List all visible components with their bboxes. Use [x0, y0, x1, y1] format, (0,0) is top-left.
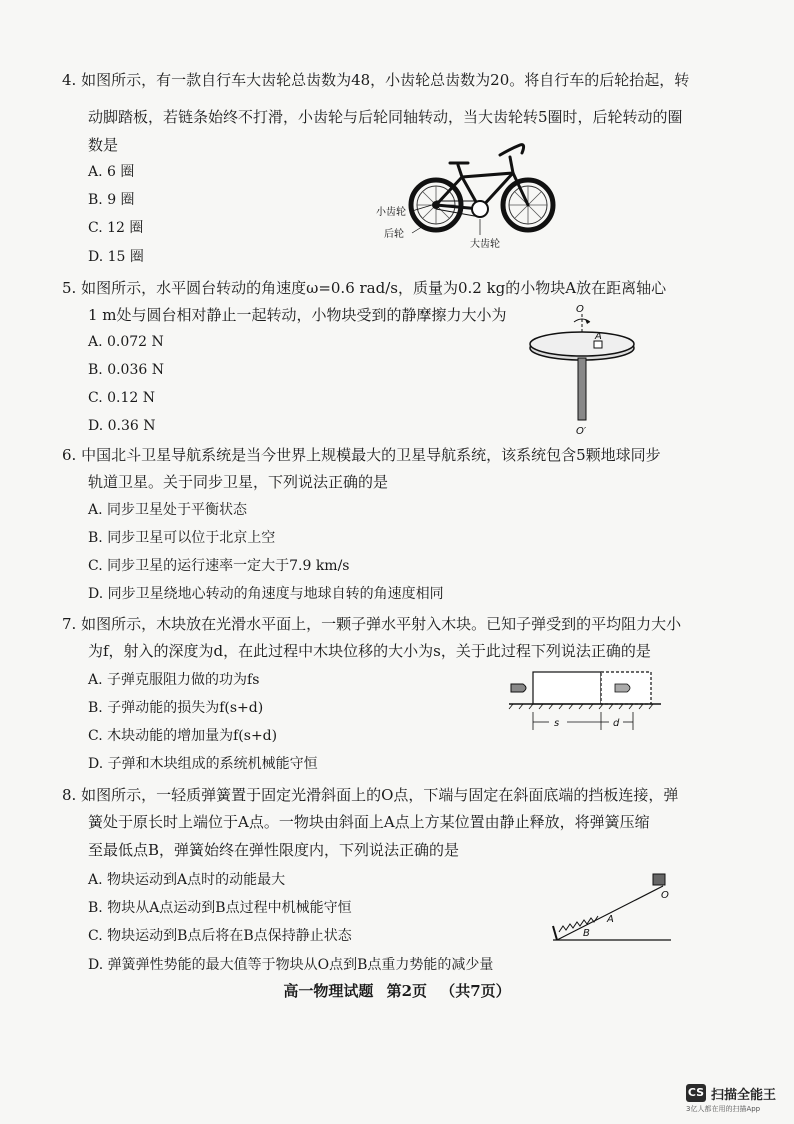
- footer-title: 高一物理试题: [283, 982, 374, 1000]
- depth-d-label: d: [613, 718, 620, 729]
- axis-top-label: O: [576, 304, 584, 315]
- q8-option-a: A. 物块运动到A点时的动能最大: [88, 872, 286, 888]
- scanner-app-name: 扫描全能王: [711, 1088, 777, 1103]
- q7-option-d: D. 子弹和木块组成的系统机械能守恒: [88, 756, 318, 772]
- q4-stem-line-3: 数是: [88, 136, 119, 154]
- q6-option-d: D. 同步卫星绕地心转动的角速度与地球自转的角速度相同: [88, 586, 444, 602]
- q7-stem-line-1: 7. 如图所示，木块放在光滑水平面上，一颗子弹水平射入木块。已知子弹受到的平均阻力大小: [62, 615, 682, 633]
- q5-option-d: D. 0.36 N: [88, 418, 156, 434]
- q4-option-c: C. 12 圈: [88, 220, 144, 236]
- q4-option-a: A. 6 圈: [88, 164, 135, 180]
- q8-stem-line-2: 簧处于原长时上端位于A点。一物块由斜面上A点上方某位置由静止释放，将弹簧压缩: [88, 813, 650, 831]
- turntable-figure: [522, 300, 642, 440]
- footer-total: （共7页）: [440, 982, 511, 1000]
- q8-stem-line-3: 至最低点B，弹簧始终在弹性限度内，下列说法正确的是: [88, 841, 460, 859]
- scanner-logo-icon: CS: [686, 1084, 706, 1102]
- q7-option-a: A. 子弹克服阻力做的功为fs: [88, 672, 260, 688]
- q6-option-c: C. 同步卫星的运行速率一定大于7.9 km/s: [88, 558, 350, 574]
- footer-page: 第2页: [386, 982, 427, 1000]
- q7-stem-line-2: 为f，射入的深度为d，在此过程中木块位移的大小为s，关于此过程下列说法正确的是: [88, 642, 651, 660]
- q8-stem-line-1: 8. 如图所示，一轻质弹簧置于固定光滑斜面上的O点，下端与固定在斜面底端的挡板连接，弹: [62, 786, 679, 804]
- q8-option-d: D. 弹簧弹性势能的最大值等于物块从O点到B点重力势能的减少量: [88, 957, 494, 973]
- point-b-label: B: [583, 928, 590, 939]
- bullet-block-figure: [505, 668, 665, 740]
- q4-stem-line-2: 动脚踏板，若链条始终不打滑，小齿轮与后轮同轴转动，当大齿轮转5圈时，后轮转动的圈: [88, 108, 683, 126]
- q5-option-a: A. 0.072 N: [88, 334, 164, 350]
- block-a-label: A: [595, 331, 602, 342]
- q6-stem-line-2: 轨道卫星。关于同步卫星，下列说法正确的是: [88, 473, 389, 491]
- page-footer: [0, 980, 794, 1001]
- rear-wheel-label: 后轮: [384, 229, 404, 240]
- small-gear-label: 小齿轮: [376, 207, 406, 218]
- q6-option-b: B. 同步卫星可以位于北京上空: [88, 530, 276, 546]
- incline-spring-figure: [545, 868, 675, 944]
- q7-option-b: B. 子弹动能的损失为f(s+d): [88, 700, 264, 716]
- q5-stem-line-2: 1 m处与圆台相对静止一起转动，小物块受到的静摩擦力大小为: [88, 306, 507, 324]
- q5-stem-line-1: 5. 如图所示，水平圆台转动的角速度ω=0.6 rad/s，质量为0.2 kg的小物块A放在距离轴心: [62, 279, 667, 297]
- q4-option-d: D. 15 圈: [88, 249, 144, 265]
- q5-option-b: B. 0.036 N: [88, 362, 164, 378]
- axis-bottom-label: O′: [576, 426, 587, 437]
- displacement-s-label: s: [554, 718, 560, 729]
- q8-option-b: B. 物块从A点运动到B点过程中机械能守恒: [88, 900, 352, 916]
- scanner-tagline: 3亿人都在用的扫描App: [686, 1105, 761, 1113]
- q8-option-c: C. 物块运动到B点后将在B点保持静止状态: [88, 928, 352, 944]
- q7-option-c: C. 木块动能的增加量为f(s+d): [88, 728, 278, 744]
- point-a-label: A: [607, 914, 614, 925]
- large-gear-label: 大齿轮: [470, 239, 500, 250]
- q6-option-a: A. 同步卫星处于平衡状态: [88, 502, 248, 518]
- point-o-label: O: [661, 890, 669, 901]
- q5-option-c: C. 0.12 N: [88, 390, 155, 406]
- bicycle-figure: [370, 135, 565, 250]
- q4-option-b: B. 9 圈: [88, 192, 135, 208]
- q4-stem-line-1: 4. 如图所示，有一款自行车大齿轮总齿数为48，小齿轮总齿数为20。将自行车的后轮抬起，转: [62, 71, 690, 89]
- q6-stem-line-1: 6. 中国北斗卫星导航系统是当今世界上规模最大的卫星导航系统，该系统包含5颗地球同步: [62, 446, 661, 464]
